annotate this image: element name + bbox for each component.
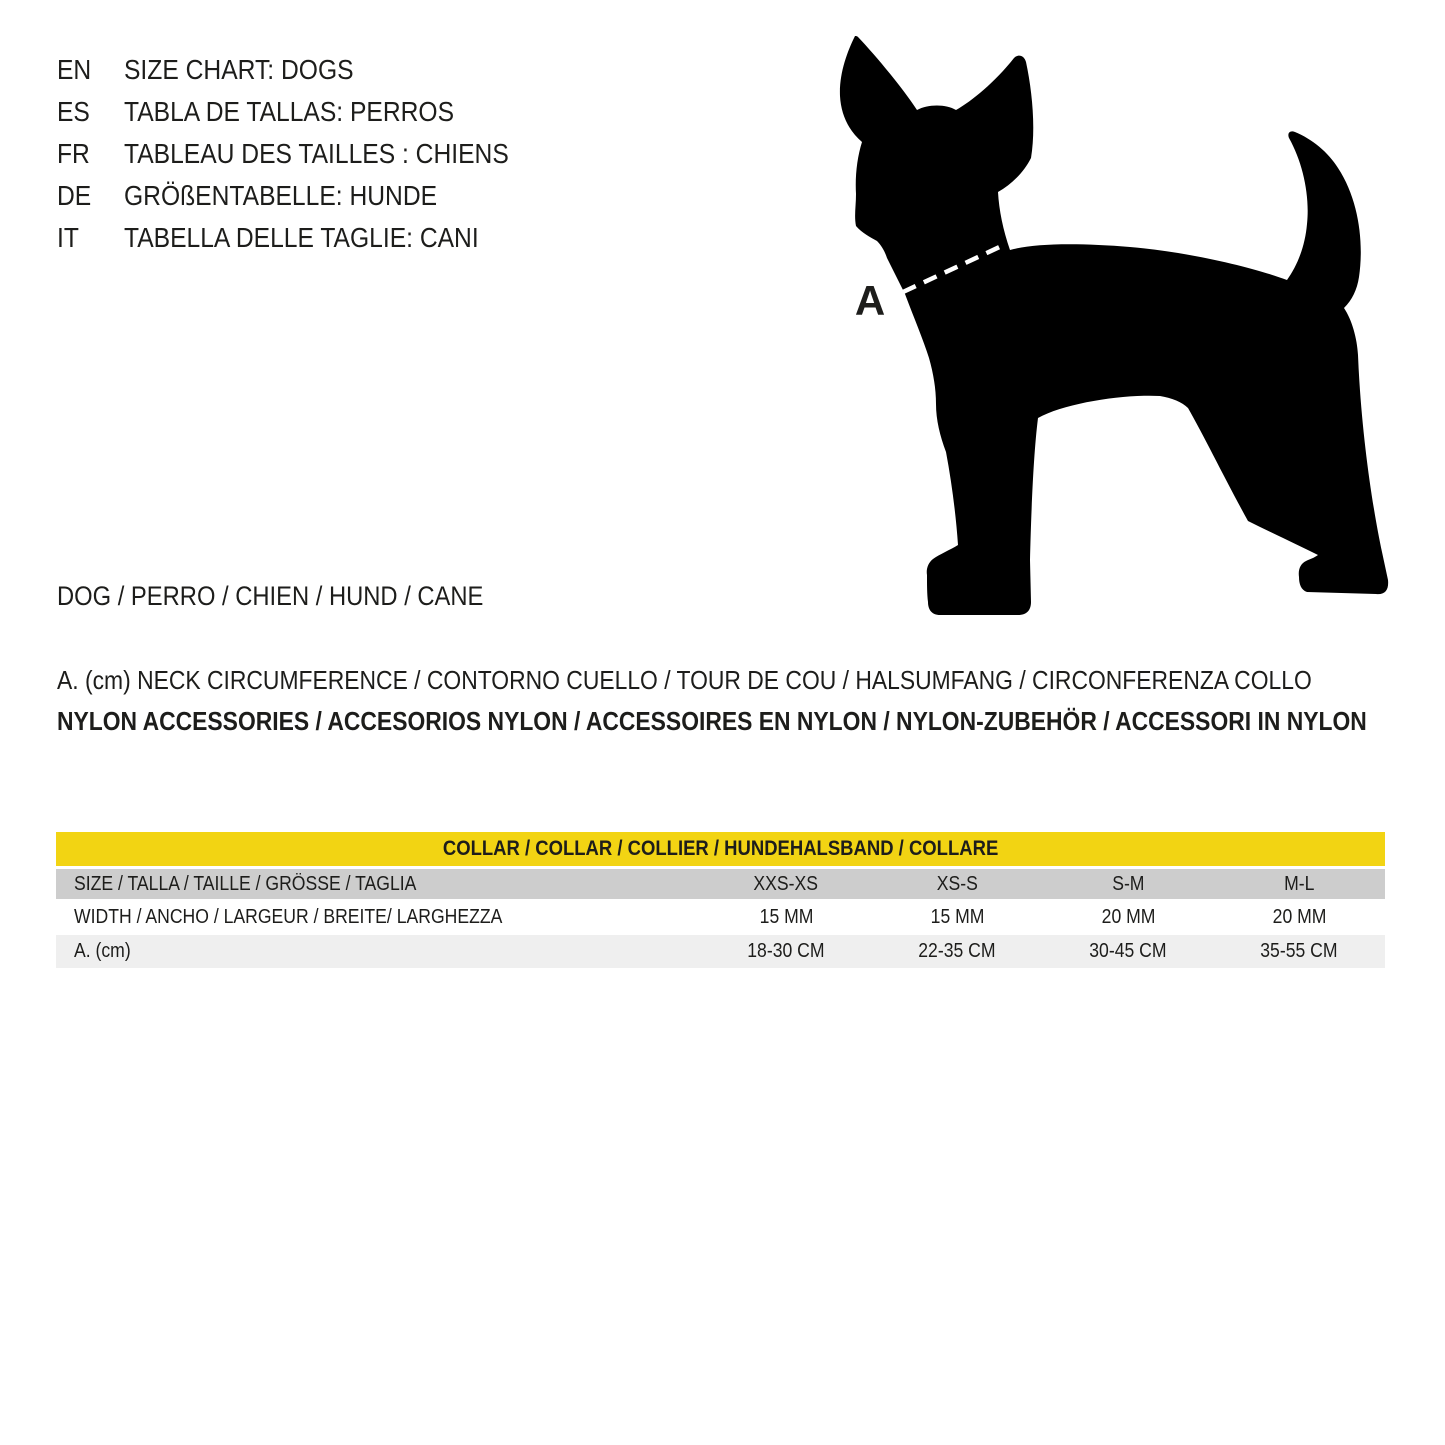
table-row-width — [56, 899, 1385, 935]
dog-silhouette — [840, 36, 1388, 615]
row-label-size: SIZE / TALLA / TAILLE / GRÖSSE / TAGLIA — [74, 872, 417, 895]
dog-silhouette-svg — [820, 20, 1420, 640]
lang-code-es: ES — [57, 96, 90, 127]
title-text-es: TABLA DE TALLAS: PERROS — [124, 96, 455, 127]
language-title-block — [57, 49, 561, 259]
row-label-neck: A. (cm) — [74, 940, 131, 962]
table-row-size — [56, 869, 1385, 899]
size-value-col3: S-M — [1112, 872, 1145, 895]
material-note-text: NYLON ACCESSORIES / ACCESORIOS NYLON / ACCESSOIRES EN NYLON / NYLON-ZUBEHÖR / ACCESSORI IN NYLON — [57, 706, 1367, 736]
width-value-col3: 20 MM — [1101, 905, 1156, 928]
figure-caption-text: DOG / PERRO / CHIEN / HUND / CANE — [57, 581, 484, 611]
neck-value-col3: 30-45 CM — [1089, 940, 1167, 962]
measure-label-a: A — [854, 277, 886, 324]
width-value-col1: 15 MM — [759, 905, 814, 928]
title-row-es — [57, 91, 561, 133]
neck-value-col1: 18-30 CM — [747, 940, 825, 962]
lang-code-en: EN — [57, 54, 92, 85]
measurement-note — [57, 667, 1445, 694]
table-header-collar — [56, 832, 1385, 866]
title-text-de: GRÖßENTABELLE: HUNDE — [124, 180, 438, 211]
title-text-it: TABELLA DELLE TAGLIE: CANI — [124, 222, 479, 253]
title-row-de — [57, 175, 561, 217]
title-text-en: SIZE CHART: DOGS — [124, 54, 354, 85]
neck-value-col2: 22-35 CM — [918, 940, 996, 962]
size-value-col2: XS-S — [936, 872, 978, 895]
neck-value-col4: 35-55 CM — [1260, 940, 1339, 962]
lang-code-fr: FR — [57, 138, 90, 169]
width-value-col4: 20 MM — [1272, 905, 1327, 928]
dog-figure — [820, 20, 1420, 640]
size-value-col4: M-L — [1284, 872, 1315, 895]
title-row-it — [57, 217, 561, 259]
title-text-fr: TABLEAU DES TAILLES : CHIENS — [124, 138, 509, 169]
measurement-note-text: A. (cm) NECK CIRCUMFERENCE / CONTORNO CUELLO / TOUR DE COU / HALSUMFANG / CIRCONFERENZA COLLO — [57, 665, 1312, 695]
size-table — [56, 832, 1385, 968]
row-label-width: WIDTH / ANCHO / LARGEUR / BREITE/ LARGHEZZA — [74, 905, 503, 928]
figure-caption — [57, 582, 542, 610]
width-value-col2: 15 MM — [930, 905, 985, 928]
table-header-text: COLLAR / COLLAR / COLLIER / HUNDEHALSBAND / COLLARE — [442, 837, 999, 860]
material-note — [57, 708, 1445, 735]
title-row-en — [57, 49, 561, 91]
lang-code-de: DE — [57, 180, 92, 211]
size-value-col1: XXS-XS — [753, 872, 819, 895]
title-row-fr — [57, 133, 561, 175]
table-row-neck — [56, 935, 1385, 968]
lang-code-it: IT — [57, 222, 79, 253]
